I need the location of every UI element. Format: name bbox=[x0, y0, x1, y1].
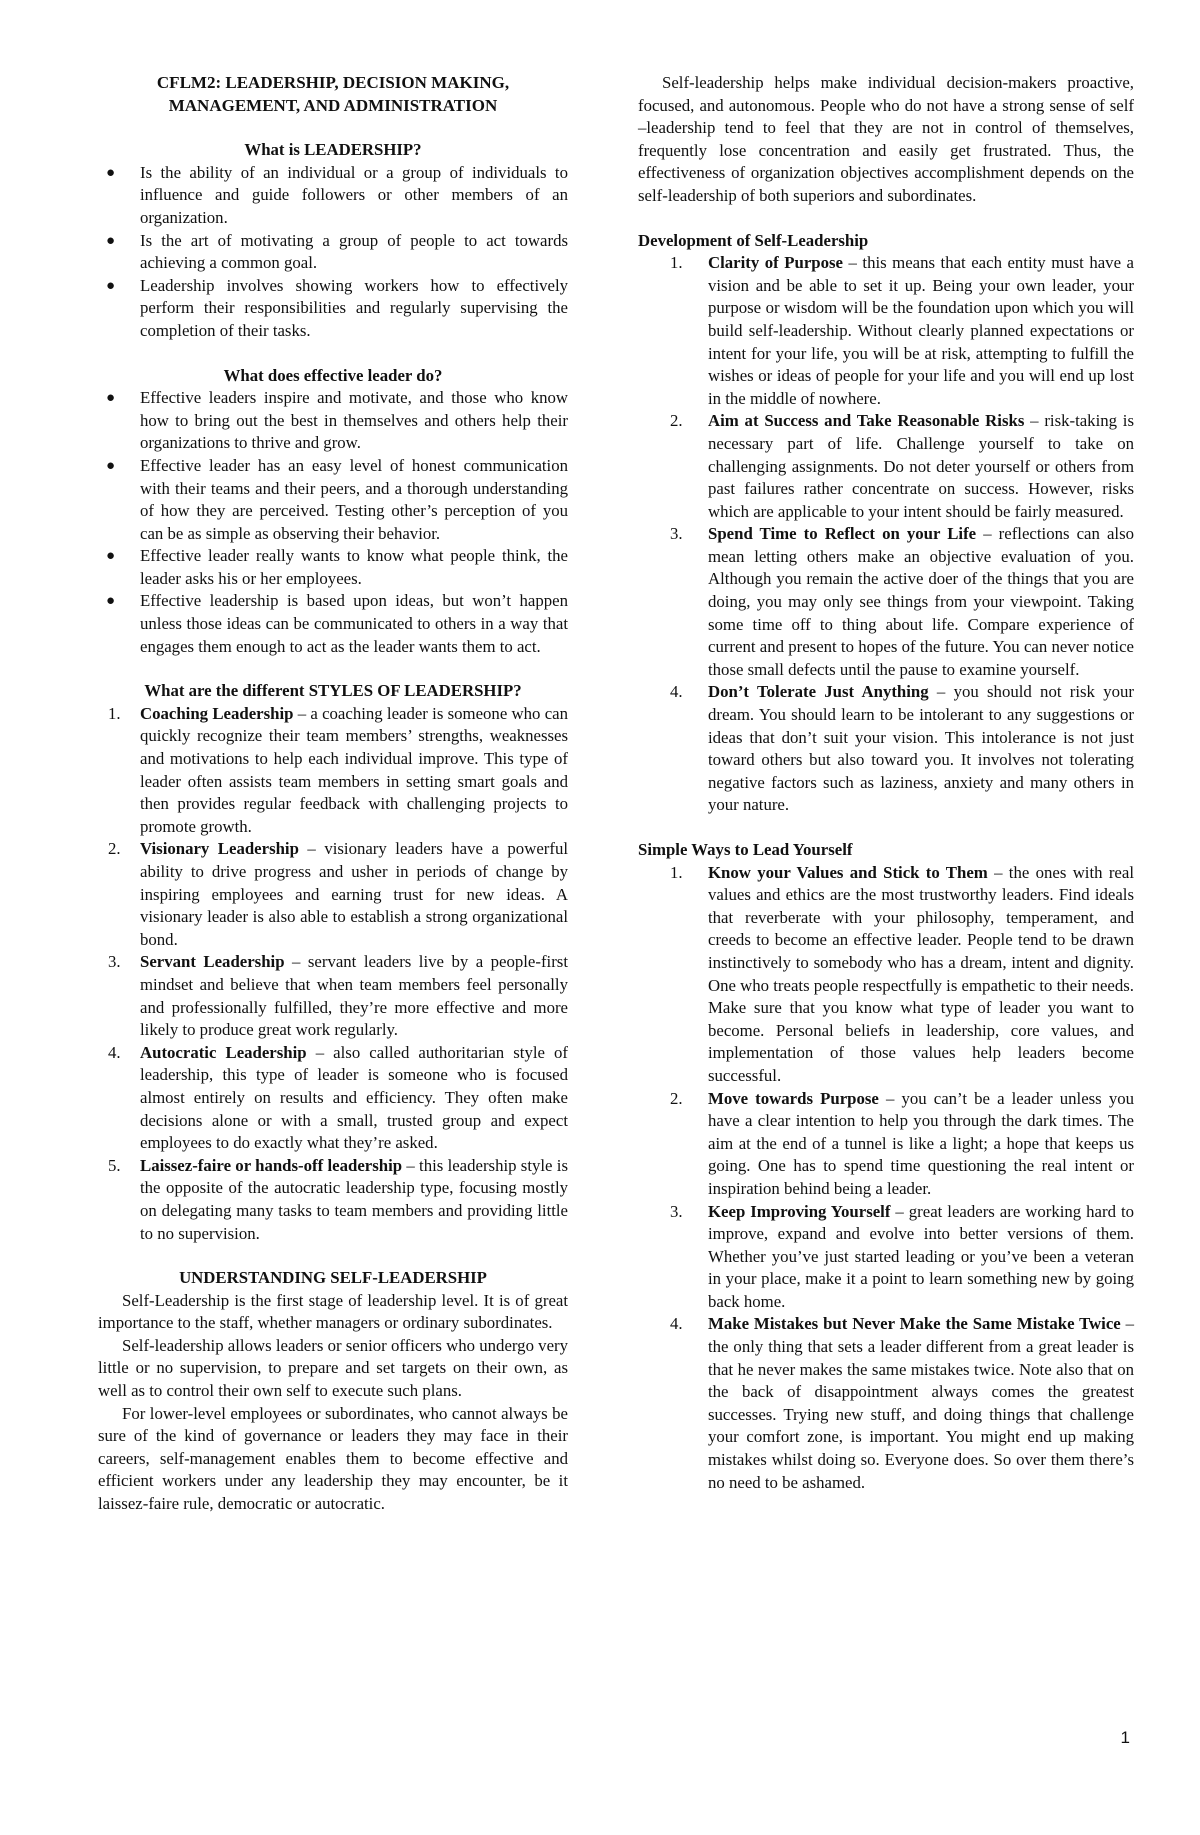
what-is-leadership-list bbox=[98, 162, 568, 343]
bullet-icon: ● bbox=[106, 548, 116, 565]
bullet-icon: ● bbox=[106, 164, 116, 181]
development-list bbox=[638, 252, 1134, 817]
effective-leader-heading: What does effective leader do? bbox=[223, 365, 443, 385]
list-item: ● Effective leadership is based upon ideas, but won’t happen unless those ideas can be communicated to others in a way that engages them enough to act as the leader wants them to act. bbox=[106, 591, 568, 656]
list-item: 2. Move towards Purpose – you can’t be a leader unless you have a clear intention to help you through the dark times. The aim at the end of a tunnel is like a light; a hope that keeps us going. One has to spend time questioning the real intent or inspiration behind being a leader. bbox=[670, 1088, 1134, 1198]
self-leadership-paragraph: Self-Leadership is the first stage of leadership level. It is of great importance to the staff, whether managers or ordinary subordinates. bbox=[98, 1290, 568, 1333]
what-is-leadership-heading: What is LEADERSHIP? bbox=[244, 140, 422, 160]
bullet-icon: ● bbox=[106, 457, 116, 474]
list-item: 5. Laissez-faire or hands-off leadership – this leadership style is the opposite of the autocratic leadership type, focusing mostly on delegating many tasks to team members and providing little to no supervision. bbox=[108, 1155, 568, 1243]
list-item: 4. Autocratic Leadership – also called authoritarian style of leadership, this type of leader is someone who is focused almost entirely on results and efficiency. They often make decisions alone or with a small, trusted group and expect employees to do exactly what they’re asked. bbox=[108, 1042, 569, 1153]
list-item: ● Effective leader has an easy level of honest communication with their teams and their peers, and a thorough understanding of how they are perceived. Testing other’s perception of you can be as simple as observing their behavior. bbox=[106, 455, 568, 543]
simple-ways-heading: Simple Ways to Lead Yourself bbox=[638, 840, 853, 859]
list-item: ● Effective leaders inspire and motivate, and those who know how to bring out the best in themselves and others help their organizations to thrive and grow. bbox=[106, 388, 568, 453]
list-item: 3. Keep Improving Yourself – great leaders are working hard to improve, expand and evolve into better versions of them. Whether you’ve just started leading or you’ve been a veteran in your place, make it a point to learn something new by going back home. bbox=[670, 1201, 1134, 1311]
list-item: 3. Spend Time to Reflect on your Life – reflections can also mean letting others make an objective evaluation of you. Although you remain the active doer of the things that you are doing, you may only see things from your viewpoint. Taking some time off to thing about life. Compare experience of current and present to hopes of the future. You can never notice those small defects until the pause to examine yourself. bbox=[670, 524, 1134, 679]
self-leadership-paragraph: Self-leadership allows leaders or senior officers who undergo very little or no supervision, to prepare and set targets on their own, as well as to control their own self to execute such plans. bbox=[98, 1335, 568, 1401]
list-item: ● Is the ability of an individual or a group of individuals to influence and guide followers or other members of an organization. bbox=[106, 162, 568, 227]
left-column bbox=[98, 72, 568, 1516]
list-item: 4. Don’t Tolerate Just Anything – you should not risk your dream. You should learn to be intolerant to any suggestions or ideas that don’t suit your vision. This intolerance is not just toward others but also toward you. It involves not tolerating negative factors such as laziness, anxiety and many others in your nature. bbox=[670, 682, 1134, 815]
list-item: ● Is the art of motivating a group of people to act towards achieving a common goal. bbox=[106, 230, 568, 273]
list-item: 3. Servant Leadership – servant leaders live by a people-first mindset and believe that when team members feel personally and professionally fulfilled, they’re more effective and more likely to produce great work regularly. bbox=[108, 952, 568, 1040]
self-leadership-intro-paragraph: Self-leadership helps make individual decision-makers proactive, focused, and autonomous. People who do not have a strong sense of self –leadership tend to feel that they are not in control of themselves, frequently lose concentration and easily get frustrated. Thus, the effectiveness of organization objectives accomplishment depends on the self-leadership of both superiors and subordinates. bbox=[638, 73, 1134, 205]
self-leadership-heading: UNDERSTANDING SELF-LEADERSHIP bbox=[179, 1268, 487, 1288]
list-item: ● Leadership involves showing workers how to effectively perform their responsibilities and regularly supervising the completion of their tasks. bbox=[106, 275, 568, 340]
list-item: 2. Visionary Leadership – visionary leaders have a powerful ability to drive progress and usher in periods of change by inspiring employees and earning trust for new ideas. A visionary leader is also able to establish a strong organizational bond. bbox=[108, 839, 568, 949]
leadership-styles-heading: What are the different STYLES OF LEADERSHIP? bbox=[144, 681, 522, 701]
development-heading: Development of Self-Leadership bbox=[638, 230, 869, 250]
bullet-icon: ● bbox=[106, 593, 116, 610]
bullet-icon: ● bbox=[106, 390, 116, 407]
list-item: ● Effective leader really wants to know what people think, the leader asks his or her employees. bbox=[106, 546, 568, 588]
list-item: 4. Make Mistakes but Never Make the Same Mistake Twice – the only thing that sets a leader different from a great leader is that he never makes the same mistakes twice. Note also that on the back of disappointment always comes the greatest successes. Trying new stuff, and doing things that challenge your comfort zone, is important. You might end up making mistakes whilst doing so. Everyone does. So over them there’s no need to be ashamed. bbox=[670, 1314, 1134, 1492]
list-item: 2. Aim at Success and Take Reasonable Risks – risk-taking is necessary part of life. Challenge yourself to take on challenging assignments. Do not deter yourself or others from past failures rather concentrate on success. However, risks which are applicable to your intent should be fairly measured. bbox=[670, 411, 1134, 521]
page-number: 1 bbox=[1120, 1728, 1130, 1747]
list-item: 1. Clarity of Purpose – this means that each entity must have a vision and be able to set it up. Being your own leader, your purpose or wisdom will be the foundation upon which you will build self-leadership. Without clearly planned expectations or intent for your life, you will be at risk, attempting to fulfill the wishes or ideas of people for your life and you will end up lost in the middle of nowhere. bbox=[670, 253, 1134, 408]
list-item: 1. Know your Values and Stick to Them – the ones with real values and ethics are the most trustworthy leaders. Find ideals that reverberate with your philosophy, temperament, and creeds to become an effective leader. People tend to be drawn instinctively to somebody who has a dream, intent and dignity. One who treats people respectfully is empathetic to their needs. Make sure that you know what type of leader you want to become. Personal beliefs in leadership, core values, and implementation of those values help leaders become successful. bbox=[670, 862, 1134, 1085]
effective-leader-list bbox=[98, 387, 568, 658]
right-column bbox=[638, 72, 1134, 1494]
document-title: CFLM2: LEADERSHIP, DECISION MAKING, MANAGEMENT, AND ADMINISTRATION bbox=[156, 73, 510, 115]
bullet-icon: ● bbox=[106, 277, 116, 294]
bullet-icon: ● bbox=[106, 232, 116, 249]
list-item: 1. Coaching Leadership – a coaching leader is someone who can quickly recognize their team members’ strengths, weaknesses and motivations to help each individual improve. This type of leader often assists team members in setting smart goals and then provides regular feedback with challenging projects to promote growth. bbox=[108, 703, 568, 836]
simple-ways-list bbox=[638, 862, 1134, 1495]
self-leadership-paragraph: For lower-level employees or subordinates, who cannot always be sure of the kind of governance or leaders they may face in their careers, self-management enables them to become effective and efficient workers under any leadership they may encounter, be it laissez-faire rule, democratic or autocratic. bbox=[98, 1403, 568, 1514]
leadership-styles-list bbox=[98, 703, 568, 1245]
